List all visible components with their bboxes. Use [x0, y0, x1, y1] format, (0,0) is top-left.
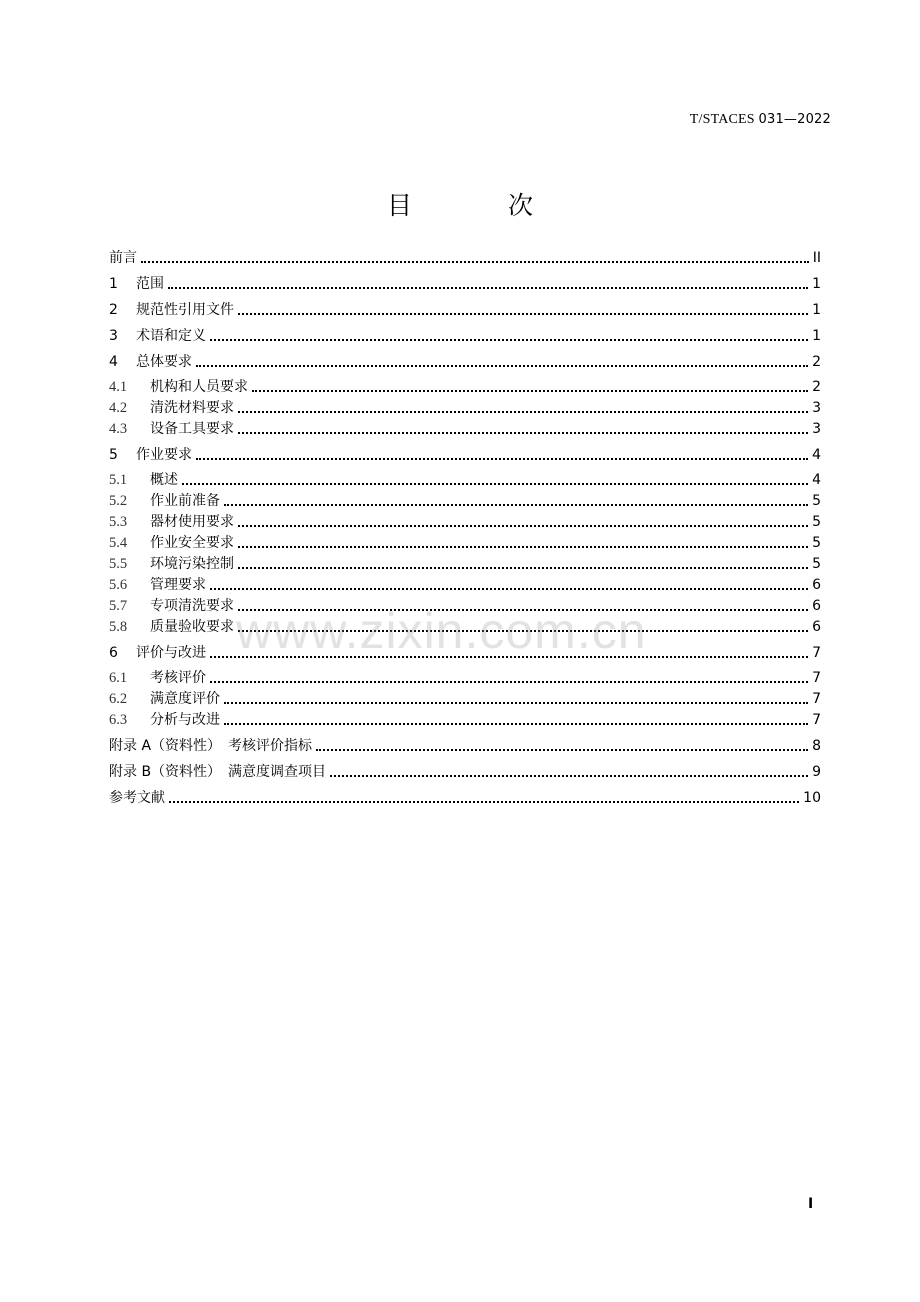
toc-entry[interactable]	[109, 533, 821, 553]
toc-entry-number: 6.3	[109, 712, 128, 728]
document-code	[690, 112, 831, 128]
toc-leader-dots	[224, 702, 808, 704]
toc-entry-number: 4.3	[109, 421, 128, 437]
toc-leader-dots	[238, 546, 808, 548]
toc-entry-page: 7	[812, 645, 821, 661]
toc-leader-dots	[252, 390, 808, 392]
toc-entry-page: 9	[812, 764, 821, 780]
toc-entry-page: 2	[812, 354, 821, 370]
toc-entry-page: 7	[812, 691, 821, 707]
toc-entry-title: 术语和定义	[136, 328, 206, 344]
toc-entry-number: 6.2	[109, 691, 128, 707]
toc-entry[interactable]	[109, 445, 821, 465]
toc-entry-number: 5	[109, 447, 118, 463]
toc-entry-number: 5.3	[109, 514, 128, 530]
toc-leader-dots	[141, 261, 809, 263]
toc-leader-dots	[238, 630, 808, 632]
toc-entry-page: 5	[812, 514, 821, 530]
toc-leader-dots	[210, 339, 808, 341]
toc-leader-dots	[224, 504, 808, 506]
toc-entry-number: 5.7	[109, 598, 128, 614]
page-title: 目 次	[387, 191, 577, 220]
toc-entry[interactable]	[109, 736, 821, 756]
toc-entry-number: 3	[109, 328, 118, 344]
toc-entry-title: 设备工具要求	[150, 421, 234, 437]
toc-leader-dots	[210, 588, 808, 590]
toc-entry-title: 质量验收要求	[150, 619, 234, 635]
toc-entry[interactable]	[109, 554, 821, 574]
toc-entry-number: 6.1	[109, 670, 128, 686]
toc-entry-page: 6	[812, 577, 821, 593]
toc-entry-title: 分析与改进	[150, 712, 220, 728]
toc-entry-number: 5.4	[109, 535, 128, 551]
toc-entry-page: 1	[812, 276, 821, 292]
toc-entry-page: 7	[812, 670, 821, 686]
toc-entry-number: 5.8	[109, 619, 128, 635]
toc-leader-dots	[182, 483, 808, 485]
watermark: www.zixin.com.cn	[236, 603, 647, 659]
toc-entry-title: 规范性引用文件	[136, 302, 234, 318]
toc-entry-title: 前言	[109, 250, 137, 266]
document-code-number: 031—2022	[758, 112, 831, 127]
toc-entry-page: 4	[812, 447, 821, 463]
toc-leader-dots	[238, 609, 808, 611]
toc-entry-page: 7	[812, 712, 821, 728]
toc-entry-page: II	[812, 250, 821, 266]
toc-entry-page: 3	[812, 400, 821, 416]
toc-leader-dots	[169, 801, 799, 803]
toc-entry[interactable]	[109, 575, 821, 595]
toc-entry-number: 5.6	[109, 577, 128, 593]
toc-entry-number: 5.5	[109, 556, 128, 572]
toc-entry-page: 4	[812, 472, 821, 488]
toc-entry[interactable]	[109, 689, 821, 709]
toc-leader-dots	[238, 432, 808, 434]
toc-leader-dots	[224, 723, 808, 725]
toc-entry-page: 10	[803, 790, 821, 806]
toc-entry[interactable]	[109, 710, 821, 730]
toc-entry-number: 4.2	[109, 400, 128, 416]
toc-entry[interactable]	[109, 788, 821, 808]
toc-entry-title: 附录 A（资料性） 考核评价指标	[109, 738, 313, 754]
toc-entry[interactable]	[109, 491, 821, 511]
toc-entry[interactable]	[109, 419, 821, 439]
toc-entry-page: 5	[812, 535, 821, 551]
toc-leader-dots	[196, 365, 808, 367]
toc-leader-dots	[238, 567, 808, 569]
toc-entry-number: 6	[109, 645, 118, 661]
toc-entry-title: 器材使用要求	[150, 514, 234, 530]
toc-entry-title: 附录 B（资料性） 满意度调查项目	[109, 764, 327, 780]
toc-entry[interactable]	[109, 762, 821, 782]
toc-entry-title: 管理要求	[150, 577, 206, 593]
toc-entry-number: 1	[109, 276, 118, 292]
toc-leader-dots	[210, 656, 808, 658]
toc-entry[interactable]	[109, 668, 821, 688]
toc-entry-title: 作业前准备	[150, 493, 220, 509]
toc-entry[interactable]	[109, 398, 821, 418]
toc-leader-dots	[196, 458, 808, 460]
toc-entry[interactable]	[109, 326, 821, 346]
toc-entry[interactable]	[109, 352, 821, 372]
toc-entry-number: 2	[109, 302, 118, 318]
toc-entry[interactable]	[109, 512, 821, 532]
toc-entry[interactable]	[109, 248, 821, 268]
toc-entry-title: 作业要求	[136, 447, 192, 463]
toc-entry-number: 4.1	[109, 379, 128, 395]
toc-leader-dots	[168, 287, 808, 289]
toc-entry[interactable]	[109, 617, 821, 637]
toc-entry-title: 环境污染控制	[150, 556, 234, 572]
toc-entry-number: 5.1	[109, 472, 128, 488]
toc-entry-number: 4	[109, 354, 118, 370]
toc-entry-title: 评价与改进	[136, 645, 206, 661]
toc-entry-page: 2	[812, 379, 821, 395]
toc-entry-title: 参考文献	[109, 790, 165, 806]
toc-leader-dots	[330, 775, 808, 777]
toc-entry-page: 6	[812, 619, 821, 635]
toc-entry-title: 总体要求	[136, 354, 192, 370]
toc-leader-dots	[238, 313, 808, 315]
toc-entry-title: 满意度评价	[150, 691, 220, 707]
toc-leader-dots	[316, 749, 808, 751]
toc-entry[interactable]	[109, 274, 821, 294]
toc-entry-page: 1	[812, 302, 821, 318]
toc-entry-title: 专项清洗要求	[150, 598, 234, 614]
toc-entry-page: 5	[812, 556, 821, 572]
toc-entry[interactable]	[109, 377, 821, 397]
toc-leader-dots	[238, 525, 808, 527]
toc-entry-title: 范围	[136, 276, 164, 292]
toc-entry[interactable]	[109, 643, 821, 663]
page-number: I	[808, 1196, 814, 1212]
toc-entry-title: 概述	[150, 472, 178, 488]
toc-entry-page: 6	[812, 598, 821, 614]
toc-entry[interactable]	[109, 596, 821, 616]
toc-leader-dots	[210, 681, 808, 683]
toc-entry-page: 1	[812, 328, 821, 344]
toc-entry-title: 作业安全要求	[150, 535, 234, 551]
toc-entry[interactable]	[109, 300, 821, 320]
toc-entry-page: 5	[812, 493, 821, 509]
toc-entry-title: 清洗材料要求	[150, 400, 234, 416]
toc-entry-page: 3	[812, 421, 821, 437]
toc-entry-title: 考核评价	[150, 670, 206, 686]
document-code-prefix: T/STACES	[689, 112, 755, 127]
toc-entry-title: 机构和人员要求	[150, 379, 248, 395]
toc-entry[interactable]	[109, 470, 821, 490]
toc-entry-page: 8	[812, 738, 821, 754]
toc-entry-number: 5.2	[109, 493, 128, 509]
toc-leader-dots	[238, 411, 808, 413]
